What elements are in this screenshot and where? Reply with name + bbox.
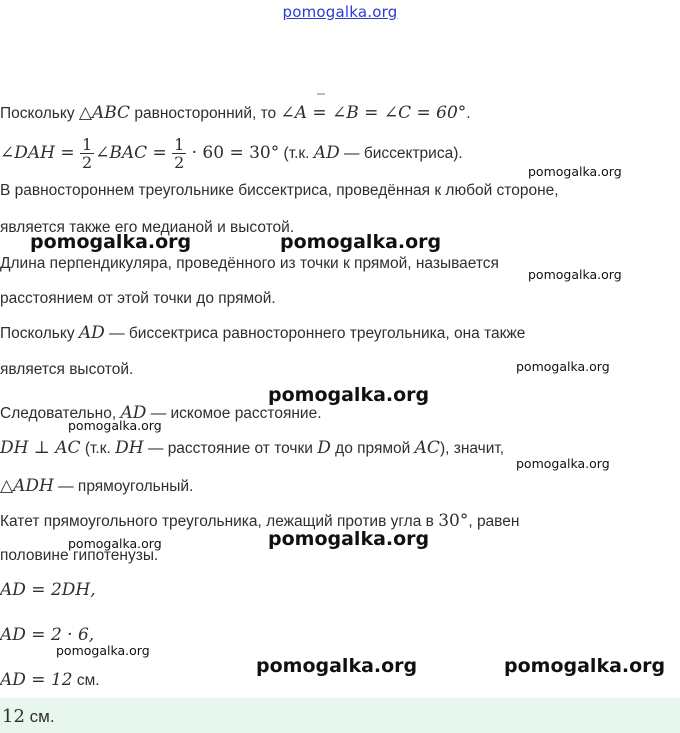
watermark: pomogalka.org xyxy=(56,643,150,658)
watermark: pomogalka.org xyxy=(68,536,162,551)
equation-line-2: AD = 2 · 6, xyxy=(0,625,95,645)
watermark: pomogalka.org xyxy=(280,231,442,253)
equation-line-1: AD = 2DH, xyxy=(0,580,96,600)
fraction-one-half: $\frac{1}{2}$ xyxy=(81,135,93,173)
watermark: pomogalka.org xyxy=(528,164,622,179)
decorative-dash xyxy=(317,93,325,95)
watermark: pomogalka.org xyxy=(268,384,430,406)
watermark: pomogalka.org xyxy=(516,359,610,374)
solution-line-5: Длина перпендикуляра, проведённого из точки к прямой, называется xyxy=(0,255,499,272)
watermark: pomogalka.org xyxy=(516,456,610,471)
solution-line-6: расстоянием от этой точки до прямой. xyxy=(0,290,276,307)
equation-line-3: AD = 12 см. xyxy=(0,670,100,690)
watermark: pomogalka.org xyxy=(528,267,622,282)
site-link[interactable]: pomogalka.org xyxy=(282,3,398,21)
answer-panel xyxy=(0,698,680,733)
solution-line-7: Поскольку AD — биссектриса равностороннего треугольника, она также xyxy=(0,323,526,343)
solution-line-12: Катет прямоугольного треугольника, лежащий против угла в 30°, равен xyxy=(0,511,520,531)
fraction-one-half: $\frac{1}{2}$ xyxy=(174,135,185,173)
watermark: pomogalka.org xyxy=(504,655,666,677)
solution-line-8: является высотой. xyxy=(0,361,134,378)
solution-line-10: DH ⊥ AC (т.к. DH — расстояние от точки D до прямой AC), значит, xyxy=(0,438,505,458)
watermark: pomogalka.org xyxy=(268,528,430,550)
solution-line-9: Следовательно, AD — искомое расстояние. xyxy=(0,403,322,423)
answer-text: 12 см. xyxy=(2,706,55,727)
solution-line-2: ∠DAH = $\frac{1}{2}$ ∠BAC = $\frac{1}{2}$ · 60 = 30° (т.к. AD — биссектриса). xyxy=(0,135,463,173)
solution-line-3: В равностороннем треугольнике биссектриса, проведённая к любой стороне, xyxy=(0,182,559,199)
watermark: pomogalka.org xyxy=(68,418,162,433)
watermark: pomogalka.org xyxy=(30,231,192,253)
watermark: pomogalka.org xyxy=(256,655,418,677)
solution-line-4: является также его медианой и высотой. xyxy=(0,219,295,236)
solution-line-13: половине гипотенузы. xyxy=(0,547,159,564)
solution-line-11: △ADH — прямоугольный. xyxy=(0,476,194,496)
solution-line-1: Поскольку △ABC равносторонний, то ∠A = ∠B = ∠C = 60°. xyxy=(0,103,471,123)
